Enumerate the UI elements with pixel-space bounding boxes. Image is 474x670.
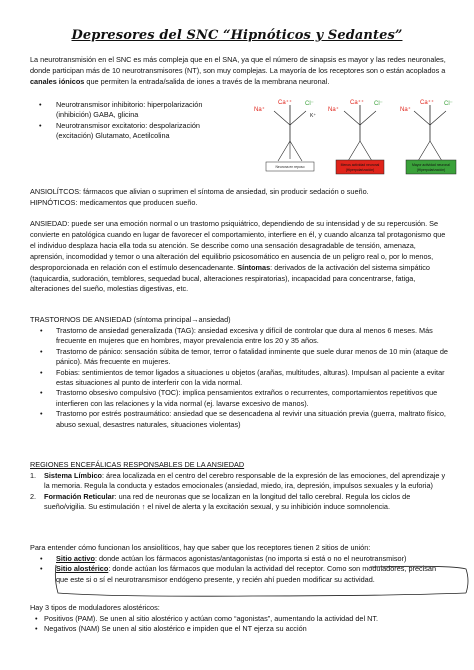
sitio-text: : donde actúan los fármacos agonistas/antagonistas (no importa si está o no el neurotransmisor) — [94, 554, 407, 563]
list-item: • Positivos (PAM). Se unen al sitio alostérico y actúan como “agonistas”, aumentando la actividad del NT. — [34, 614, 454, 624]
neuron-inhibited — [328, 99, 384, 174]
sitios-intro: Para entender cómo funcionan los ansiolíticos, hay que saber que los receptores tienen 2 sitios de unión: — [30, 543, 371, 552]
hipnoticos-definition: HIPNÓTICOS: medicamentos que producen sueño. — [30, 198, 198, 207]
list-item — [30, 492, 450, 513]
list-item: • Trastorno de ansiedad generalizada (TAG): ansiedad excesiva y difícil de controlar que dura al menos 6 meses. Más frecuente en mujeres que en hombres, mayor prevalencia entre los 20 y 35 años. — [30, 326, 450, 347]
moduladores-list — [34, 614, 454, 635]
list-item: • Negativos (NAM) Se unen al sitio alostérico e impiden que el NT ejerza su acción — [34, 624, 454, 634]
intro-paragraph — [30, 55, 450, 88]
sitio-text: : donde actúan los fármacos que modulan la actividad del receptor. Como son moduladores, precisan que este si o sí el neurotransmisor endógeno presente, y recién ahí pueden modificar su actividad. — [56, 564, 437, 584]
region-text: : área localizada en el centro del cerebro responsable de la expresión de las emociones, del aprendizaje y la memoria. Regula la conducta y estados emocionales (ansiedad, miedo, ira, depresión, impulsos sexuales y la euforia) — [44, 471, 446, 491]
ion-label: K⁺ — [310, 113, 316, 119]
list-item: • Neurotransmisor inhibitorio: hiperpolarización (inhibición) GABA, glicina — [30, 100, 235, 121]
list-number: 1. — [30, 471, 37, 480]
trastornos-heading: TRASTORNOS DE ANSIEDAD (síntoma principal→ansiedad) — [30, 315, 231, 324]
neuron-excited — [400, 99, 456, 174]
page-title: Depresores del SNC “Hipnóticos y Sedantes” — [71, 28, 403, 43]
svg-text:Na⁺: Na⁺ — [400, 107, 411, 113]
moduladores-intro: Hay 3 tipos de moduladores alostéricos: — [30, 603, 160, 612]
regiones-heading: REGIONES ENCEFÁLICAS RESPONSABLES DE LA ANSIEDAD — [30, 460, 245, 469]
ion-label: Na⁺ — [254, 107, 265, 113]
region-name: Formación Reticular — [44, 491, 115, 501]
ansioliticos-definition: ANSIOLÍTCOS: fármacos que alivian o suprimen el síntoma de ansiedad, sin producir sedación o sueño. — [30, 187, 369, 196]
svg-text:(Hiperpolarización): (Hiperpolarización) — [345, 168, 375, 172]
list-item: • Fobias: sentimientos de temor ligados a situaciones u objetos (arañas, multitudes, alturas). Impulsan al paciente a evitar estas situaciones al punto de interferir con la vida normal. — [30, 368, 450, 389]
svg-text:Cl⁻: Cl⁻ — [444, 101, 453, 107]
list-item: • Trastorno por estrés postraumático: ansiedad que se desencadena al revivir una situación previa (guerra, maltrato físico, abuso sexual, desastres naturales, situaciones violentas) — [30, 409, 450, 430]
figure-label-excited: Mayor actividad neuronal — [412, 163, 450, 167]
handdrawn-bracket — [52, 563, 472, 599]
ion-label: Ca⁺⁺ — [278, 100, 293, 106]
figure-label-inhibited: Menos actividad neuronal — [340, 163, 380, 167]
trastornos-list — [30, 326, 450, 430]
svg-text:Ca⁺⁺: Ca⁺⁺ — [350, 100, 365, 106]
ansiedad-text: ANSIEDAD: puede ser una emoción normal o un trastorno psiquiátrico, dependiendo de su intensidad y de su repercusión. Se convierte en patológica cuando en lugar de favorecer el comportamiento, interfiere en él, y cuando alcanza tal protagonismo que el individuo desplaza hacia ella toda su atención. Se describe como una sensación desagradable de tensión, amenaza, aprensión, incomodidad y temor o una alteración del equilibrio psicosomático en ausencia de un peligro real o, por lo menos, desproporcionada en relación con el estímulo desencadenante. — [30, 219, 446, 272]
ion-label: Cl⁻ — [305, 101, 314, 107]
list-item: • Trastorno de pánico: sensación súbita de temor, terror o fatalidad inminente que suele durar menos de 10 min (ataque de pánico). Más frecuente en mujeres. — [30, 347, 450, 368]
svg-text:Na⁺: Na⁺ — [328, 107, 339, 113]
ansiedad-text-2: : derivados de la activación del sistema simpático (taquicardia, sudoración, temblores, sequedad bucal, alteraciones respiratorias), incapacidad para concentrarse, fatiga, alteraciones del sueño, molestias digestivas, etc. — [30, 262, 430, 294]
svg-text:(Hiperpolarización): (Hiperpolarización) — [416, 168, 446, 172]
sitio-name: Sitio activo — [56, 554, 95, 563]
figure-label-resting: Neurona en reposo — [275, 165, 305, 169]
svg-text:Ca⁺⁺: Ca⁺⁺ — [420, 100, 435, 106]
sitio-name: Sitio alostérico — [56, 564, 109, 574]
neuron-figure — [250, 97, 462, 177]
regiones-list — [30, 471, 450, 513]
intro-text-2: que permiten la entrada/salida de iones a través de la membrana neuronal. — [84, 76, 330, 86]
neuron-resting — [254, 99, 316, 171]
intro-bold: canales iónicos — [30, 76, 85, 86]
list-item: • Neurotransmisor excitatorio: despolarización (excitación) Glutamato, Acetilcolina — [30, 121, 235, 142]
intro-text: La neurotransmisión en el SNC es más compleja que en el SNA, ya que el número de sinapsis es mayor y las redes neuronales, donde participan más de 10 neurotransmisores (NT), son muy complejas. La mayoría de los receptores son o están acoplados a — [30, 55, 446, 75]
list-item — [30, 471, 450, 492]
svg-text:Cl⁻: Cl⁻ — [374, 101, 383, 107]
sintomas-bold: Síntomas — [237, 262, 271, 272]
list-item: • Trastorno obsesivo compulsivo (TOC): implica pensamientos extraños o recurrentes, comportamientos repetitivos que interfieren con las relaciones y la vida normal (ej. lavarse excesivo de manos). — [30, 388, 450, 409]
region-text: : una red de neuronas que se localizan en la longitud del tallo cerebral. Regula los ciclos de sueño/vigilia. Su estimulación ↑ el nivel de alerta y la excitación sexual, y su inhibición induce somnolencia. — [44, 491, 411, 512]
ansiedad-paragraph — [30, 219, 450, 295]
list-number: 2. — [30, 491, 37, 501]
neurotransmitter-list — [30, 100, 235, 142]
region-name: Sistema Límbico — [44, 471, 102, 480]
